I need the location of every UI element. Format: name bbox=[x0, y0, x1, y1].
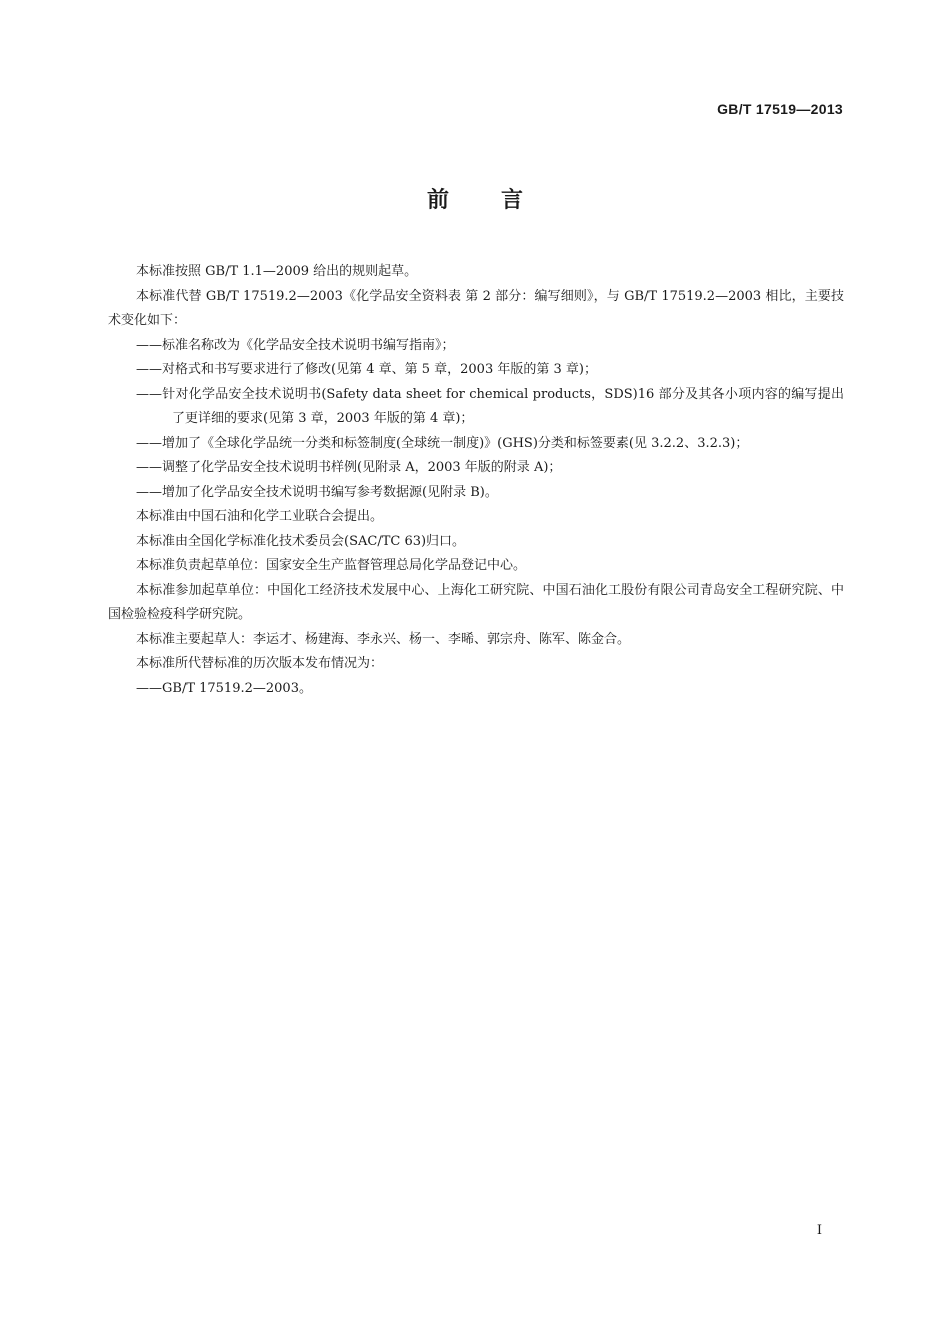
paragraph-main-drafters: 本标准主要起草人：李运才、杨建海、李永兴、杨一、李晞、郭宗舟、陈军、陈金合。 bbox=[136, 631, 631, 647]
change-item: ——增加了《全球化学品统一分类和标签制度(全球统一制度)》(GHS)分类和标签要素(见 3.2.2、3.2.3)； bbox=[136, 435, 749, 451]
paragraph-replacement: 本标准代替 GB/T 17519.2—2003《化学品安全资料表 第 2 部分：编写细则》，与 GB/T 17519.2—2003 相比，主要技术变化如下： bbox=[108, 288, 844, 328]
change-item: ——增加了化学品安全技术说明书编写参考数据源(见附录 B)。 bbox=[136, 484, 498, 500]
title-char-2: 言 bbox=[501, 188, 524, 213]
paragraph-proposer: 本标准由中国石油和化学工业联合会提出。 bbox=[136, 509, 384, 524]
change-item: ——标准名称改为《化学品安全技术说明书编写指南》； bbox=[136, 337, 455, 353]
change-item: ——调整了化学品安全技术说明书样例(见附录 A，2003 年版的附录 A)； bbox=[136, 460, 562, 475]
standard-code: GB/T 17519—2013 bbox=[717, 101, 843, 117]
page-title bbox=[0, 183, 950, 214]
paragraph-lead-drafter: 本标准负责起草单位：国家安全生产监督管理总局化学品登记中心。 bbox=[136, 558, 527, 573]
paragraph-history-intro: 本标准所代替标准的历次版本发布情况为： bbox=[136, 656, 384, 671]
change-item: ——针对化学品安全技术说明书(Safety data sheet for chemical products，SDS)16 部分及其各小项内容的编写提出了更详细的要求(见第 3 章，2003 年版的第 4 章)； bbox=[136, 386, 844, 426]
change-item: ——对格式和书写要求进行了修改(见第 4 章、第 5 章，2003 年版的第 3 章)； bbox=[136, 362, 597, 377]
paragraph-participating-drafters: 本标准参加起草单位：中国化工经济技术发展中心、上海化工研究院、中国石油化工股份有限公司青岛安全工程研究院、中国检验检疫科学研究院。 bbox=[108, 582, 844, 622]
paragraph-drafting-rules: 本标准按照 GB/T 1.1—2009 给出的规则起草。 bbox=[136, 264, 418, 279]
foreword-body bbox=[108, 260, 844, 701]
page-number: I bbox=[816, 1223, 822, 1238]
paragraph-committee: 本标准由全国化学标准化技术委员会(SAC/TC 63)归口。 bbox=[136, 533, 466, 549]
history-item: ——GB/T 17519.2—2003。 bbox=[136, 680, 312, 696]
title-char-1: 前 bbox=[426, 188, 449, 213]
